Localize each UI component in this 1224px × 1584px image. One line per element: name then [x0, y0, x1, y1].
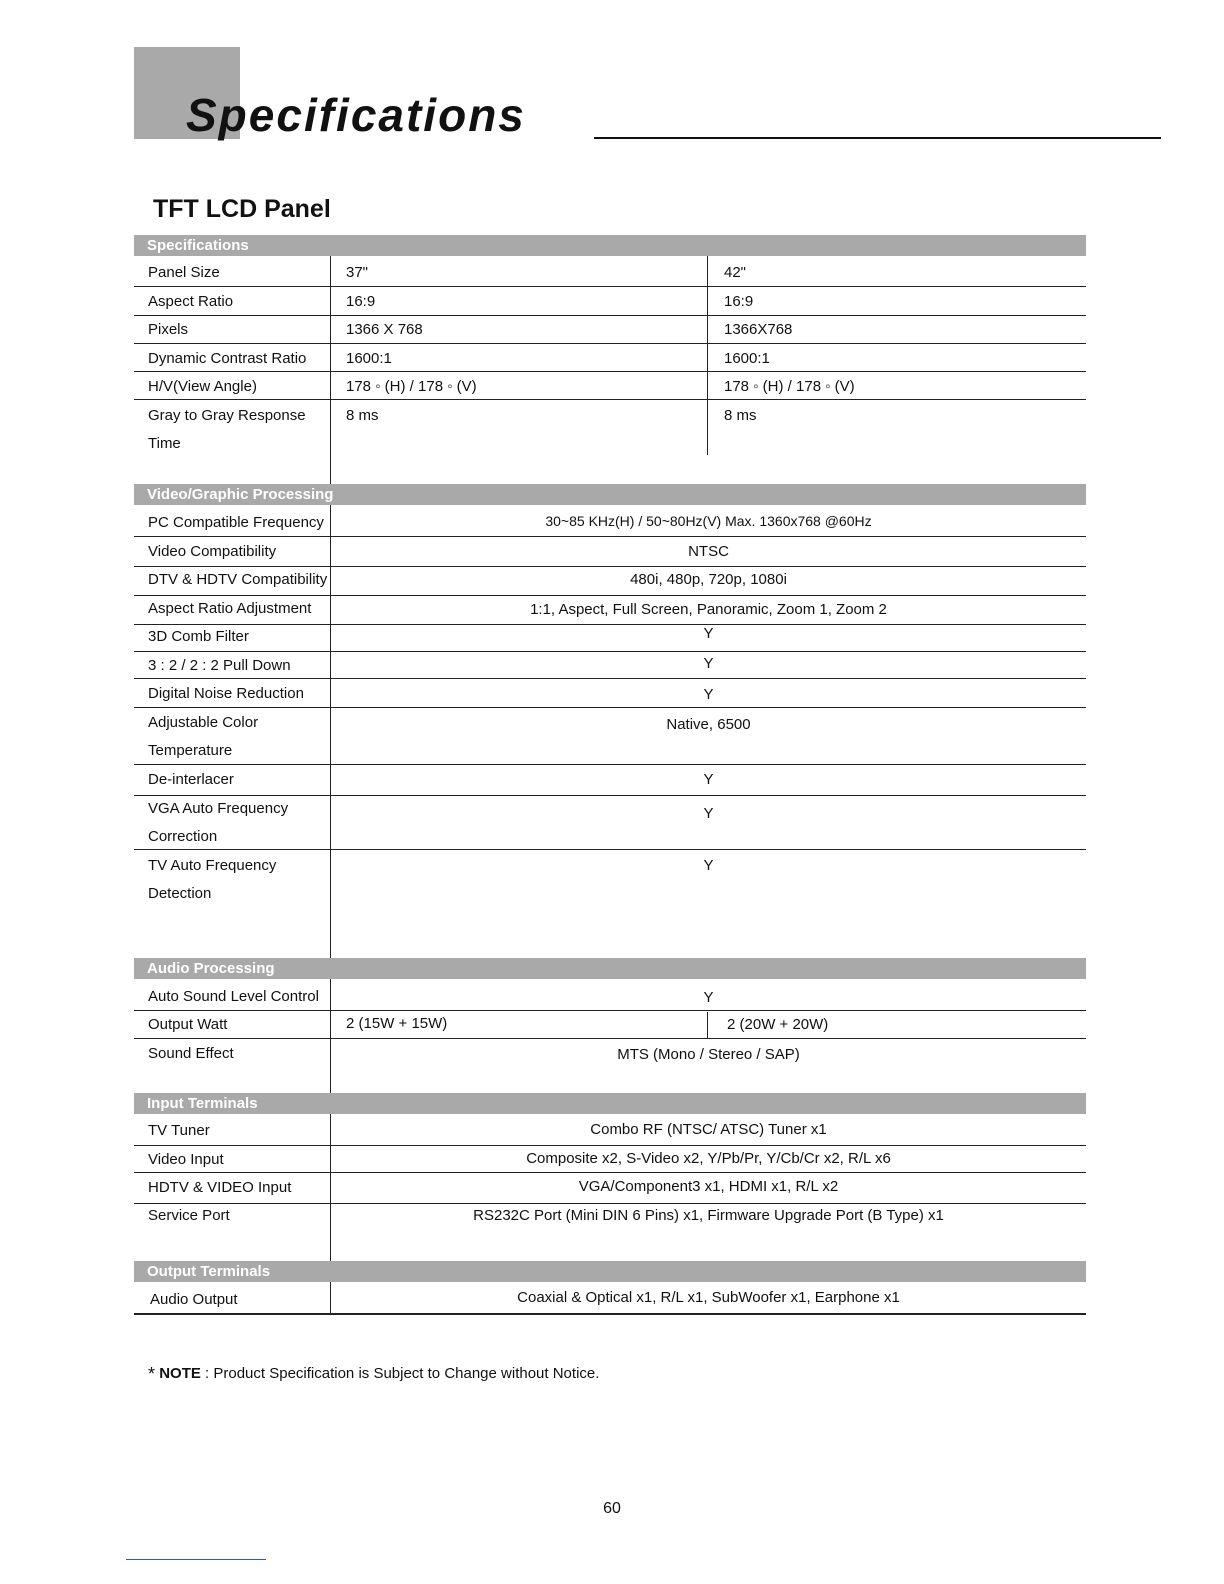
- footnote-label: NOTE: [159, 1365, 201, 1382]
- value-all: 480i, 480p, 720p, 1080i: [630, 571, 787, 588]
- row-label: PC Compatible Frequency: [148, 514, 324, 531]
- value-all: NTSC: [688, 543, 729, 560]
- value-all: Native, 6500: [666, 716, 751, 733]
- value-37: 1600:1: [346, 350, 392, 367]
- row-divider: [134, 1010, 1086, 1011]
- row-label: Pixels: [148, 321, 189, 338]
- row-divider: [134, 371, 1086, 372]
- row-label: Video Compatibility: [148, 543, 277, 560]
- row-label: H/V(View Angle): [148, 378, 257, 395]
- value-all: MTS (Mono / Stereo / SAP): [617, 1046, 800, 1063]
- value-all: 30~85 KHz(H) / 50~80Hz(V) Max. 1360x768 @60Hz: [545, 513, 872, 529]
- row-label: Video Input: [148, 1151, 224, 1168]
- value-all: Y: [703, 805, 714, 822]
- row-divider: [134, 286, 1086, 287]
- section-header-video: [134, 484, 1086, 505]
- row-divider: [134, 764, 1086, 765]
- value-all: Y: [703, 771, 714, 788]
- value-37: 178 ◦ (H) / 178 ◦ (V): [346, 378, 477, 395]
- row-label: De-interlacer: [148, 771, 234, 788]
- value-all: Y: [703, 686, 714, 703]
- section-header-label: Video/Graphic Processing: [147, 486, 334, 503]
- row-label: Panel Size: [148, 264, 220, 281]
- row-label: HDTV & VIDEO Input: [148, 1179, 292, 1196]
- section-header-label: Audio Processing: [147, 960, 275, 977]
- value-37: 37": [346, 264, 369, 281]
- row-label: 3D Comb Filter: [148, 628, 249, 645]
- section-header-label: Output Terminals: [147, 1263, 271, 1280]
- value-37: 8 ms: [346, 407, 379, 424]
- panel-column-divider: [707, 235, 708, 455]
- row-divider: [134, 399, 1086, 400]
- row-label: Adjustable Color Temperature: [148, 714, 259, 759]
- value-all: Combo RF (NTSC/ ATSC) Tuner x1: [590, 1121, 827, 1138]
- value-all: Y: [703, 857, 714, 874]
- section-header-input: [134, 1093, 1086, 1114]
- value-42: 178 ◦ (H) / 178 ◦ (V): [724, 378, 855, 395]
- row-divider: [134, 315, 1086, 316]
- section-header-label: Input Terminals: [147, 1095, 258, 1112]
- row-label: Dynamic Contrast Ratio: [148, 350, 307, 367]
- value-all: Y: [703, 989, 714, 1006]
- row-label: Sound Effect: [148, 1045, 234, 1062]
- footnote-asterisk: *: [148, 1364, 156, 1384]
- row-divider: [134, 1038, 1086, 1039]
- row-label: Aspect Ratio Adjustment: [148, 600, 312, 617]
- row-label: Aspect Ratio: [148, 293, 234, 310]
- footnote-text: : Product Specification is Subject to Change without Notice.: [200, 1365, 600, 1382]
- value-42: 1600:1: [724, 350, 770, 367]
- section-subtitle: TFT LCD Panel: [153, 195, 331, 223]
- row-divider: [134, 849, 1086, 850]
- value-42: 1366X768: [724, 321, 793, 338]
- row-label: Output Watt: [148, 1016, 228, 1033]
- value-42: 42": [724, 264, 747, 281]
- watt-column-divider: [707, 1012, 708, 1038]
- value-all: Composite x2, S-Video x2, Y/Pb/Pr, Y/Cb/Cr x2, R/L x6: [526, 1150, 891, 1167]
- row-label: Gray to Gray Response Time: [148, 407, 306, 452]
- row-label: Digital Noise Reduction: [148, 685, 304, 702]
- value-42: 8 ms: [724, 407, 757, 424]
- section-header-output: [134, 1261, 1086, 1282]
- value-42: 2 (20W + 20W): [727, 1016, 829, 1033]
- value-42: 16:9: [724, 293, 754, 310]
- page-number: 60: [603, 1500, 621, 1517]
- row-divider: [134, 678, 1086, 679]
- value-all: Y: [703, 655, 714, 672]
- value-all: Coaxial & Optical x1, R/L x1, SubWoofer x1, Earphone x1: [517, 1289, 900, 1306]
- row-label: Auto Sound Level Control: [148, 988, 319, 1005]
- value-37: 1366 X 768: [346, 321, 423, 338]
- value-all: 1:1, Aspect, Full Screen, Panoramic, Zoom 1, Zoom 2: [530, 601, 887, 618]
- row-divider: [134, 707, 1086, 708]
- row-divider: [134, 536, 1086, 537]
- section-header-label: Specifications: [147, 237, 249, 254]
- value-all: VGA/Component3 x1, HDMI x1, R/L x2: [578, 1178, 839, 1195]
- row-divider: [134, 343, 1086, 344]
- row-label: DTV & HDTV Compatibility: [148, 571, 328, 588]
- title-rule: [594, 137, 1161, 139]
- row-label: VGA Auto Frequency Correction: [148, 800, 289, 845]
- section-header-specifications: [134, 235, 1086, 256]
- value-37: 16:9: [346, 293, 376, 310]
- section-header-audio: [134, 958, 1086, 979]
- page-title: Specifications: [186, 89, 526, 141]
- value-all: Y: [703, 625, 714, 642]
- value-all: RS232C Port (Mini DIN 6 Pins) x1, Firmware Upgrade Port (B Type) x1: [473, 1207, 944, 1224]
- value-37: 2 (15W + 15W): [346, 1015, 448, 1032]
- row-label: Service Port: [148, 1207, 230, 1224]
- footer-link-rule: [126, 1559, 266, 1560]
- row-label: TV Auto Frequency Detection: [148, 857, 277, 902]
- row-label: Audio Output: [150, 1291, 238, 1308]
- table-bottom-border: [134, 1313, 1086, 1315]
- footnote: [148, 1362, 599, 1386]
- row-label: 3 : 2 / 2 : 2 Pull Down: [148, 657, 291, 674]
- row-label: TV Tuner: [148, 1122, 210, 1139]
